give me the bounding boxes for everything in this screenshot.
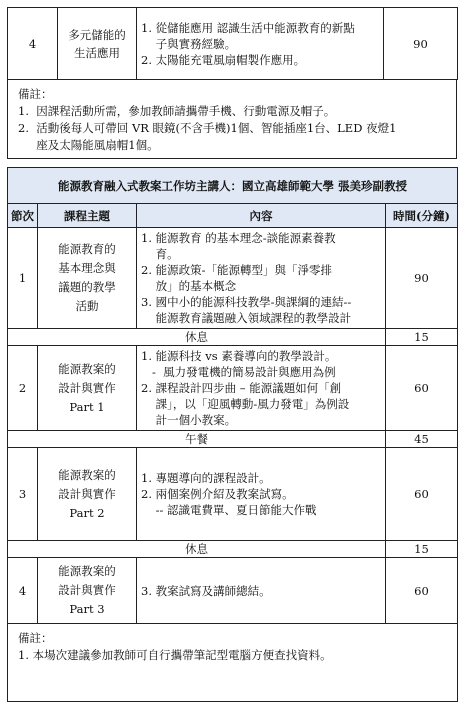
content-item: 1. 能源科技 vs 素養導向的教學設計。 [141, 349, 337, 363]
session-topic: 多元儲能的 生活應用 [58, 8, 137, 80]
break-label: 休息 [8, 541, 386, 558]
table-row [8, 448, 458, 541]
note-label: 備註： [18, 87, 53, 101]
session-time: 60 [386, 346, 458, 431]
content-item: 2. 課程設計四步曲 – 能源議題如何「創 課」，以「迎風轉動-風力發電」為例設 計一個小教案。 [141, 381, 350, 427]
note-cell [8, 80, 457, 159]
session-number: 3 [8, 448, 38, 541]
header-time: 時間(分鐘) [386, 204, 458, 228]
note-item: 2. 活動後每人可帶回 VR 眼鏡(不含手機)1個、智能插座1台、LED 夜燈1 座及太陽能風扇帽1個。 [18, 121, 397, 152]
session-number: 4 [8, 558, 38, 624]
note-item: 1. 本場次建議參加教師可自行攜帶筆記型電腦方便查找資料。 [18, 648, 332, 662]
content-item: -- 認識電費單、夏日節能大作戰 [141, 503, 317, 517]
table-row [8, 346, 458, 431]
note-box-1 [7, 79, 457, 159]
note-box-2 [8, 624, 458, 702]
session-number: 1 [8, 228, 38, 329]
content-item: 1. 從儲能應用 認識生活中能源教育的新點 子與實務經驗。 [141, 20, 355, 51]
content-item: 2. 兩個案例介紹及教案試寫。 [141, 487, 294, 501]
content-item: 1. 能源教育 的基本理念-談能源素養教 育。 [141, 231, 336, 261]
content-item: 1. 專題導向的課程設計。 [141, 471, 271, 485]
session-topic: 能源教案的 設計與實作 Part 3 [38, 558, 137, 624]
break-time: 45 [386, 431, 458, 448]
session-content [137, 8, 384, 80]
previous-schedule-table [7, 7, 458, 80]
break-row [8, 329, 458, 346]
header-session: 節次 [8, 204, 38, 228]
break-row [8, 541, 458, 558]
content-item: 2. 能源政策-「能源轉型」與「淨零排 放」的基本概念 [141, 263, 333, 293]
header-content: 內容 [137, 204, 386, 228]
session-content [137, 228, 386, 329]
session-time: 90 [384, 8, 458, 80]
session-content [137, 558, 386, 624]
content-item: - 風力發電機的簡易設計與應用為例 [141, 365, 336, 379]
session-topic: 能源教案的 設計與實作 Part 2 [38, 448, 137, 541]
session-number: 4 [8, 8, 58, 80]
content-item: 3. 教案試寫及講師總結。 [141, 583, 271, 598]
table-row [8, 8, 458, 80]
break-label: 午餐 [8, 431, 386, 448]
content-item: 3. 國中小的能源科技教學-與課綱的連結-- 能源教育議題融入領域課程的教學設計 [141, 295, 352, 325]
session-time: 90 [386, 228, 458, 329]
session-topic: 能源教案的 設計與實作 Part 1 [38, 346, 137, 431]
note-label: 備註： [18, 631, 53, 645]
table-row [8, 558, 458, 624]
note-cell [8, 624, 458, 702]
break-row [8, 431, 458, 448]
header-topic: 課程主題 [38, 204, 137, 228]
session-time: 60 [386, 448, 458, 541]
section-title: 能源教育融入式教案工作坊主講人：國立高雄師範大學 張美珍副教授 [8, 168, 458, 204]
break-label: 休息 [8, 329, 386, 346]
note-item: 1. 因課程活動所需，參加教師請攜帶手機、行動電源及帽子。 [18, 104, 336, 118]
content-item: 2. 太陽能充電風扇帽製作應用。 [141, 52, 306, 67]
session-content [137, 448, 386, 541]
session-time: 60 [386, 558, 458, 624]
table-row [8, 228, 458, 329]
table-header-row [8, 204, 458, 228]
session-content [137, 346, 386, 431]
break-time: 15 [386, 541, 458, 558]
session-topic: 能源教育的 基本理念與 議題的教學 活動 [38, 228, 137, 329]
session-number: 2 [8, 346, 38, 431]
workshop-schedule-table [7, 167, 458, 702]
break-time: 15 [386, 329, 458, 346]
